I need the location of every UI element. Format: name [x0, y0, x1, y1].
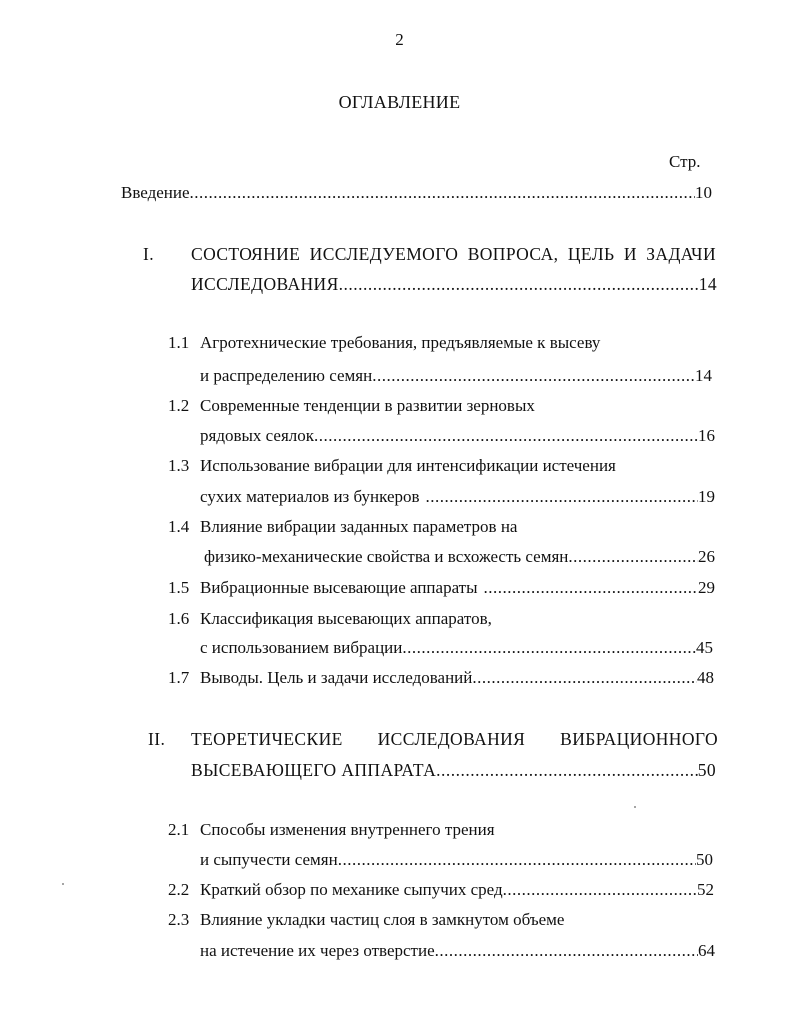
section-number: 1.7	[168, 668, 190, 687]
chapter-title-line1	[191, 244, 716, 265]
section-number: 1.6	[168, 609, 190, 628]
toc-entry-1-2[interactable]	[200, 426, 715, 446]
chapter-title-line2: ВЫСЕВАЮЩЕГО АППАРАТА	[191, 760, 437, 780]
leader-dots	[339, 274, 699, 295]
scan-speck	[62, 883, 64, 885]
leader-dots	[338, 850, 696, 870]
section-title: Вибрационные высевающие аппараты	[200, 578, 478, 597]
section-title: Краткий обзор по механике сыпучих сред	[200, 880, 503, 899]
toc-entry-1-3[interactable]	[200, 487, 715, 507]
scan-speck	[634, 806, 636, 808]
toc-entry-page: 26	[698, 547, 715, 566]
toc-entry-page: 29	[698, 578, 715, 597]
toc-entry-1-4[interactable]	[204, 547, 715, 567]
leader-dots	[190, 183, 695, 203]
toc-entry-page: 48	[697, 668, 714, 687]
section-title-line1: Использование вибрации для интенсификации истечения	[200, 456, 616, 475]
toc-entry-chapter-1[interactable]	[191, 274, 717, 295]
leader-dots	[426, 487, 698, 507]
toc-entry-intro[interactable]	[121, 183, 712, 203]
section-title-line2: и сыпучести семян	[200, 850, 338, 869]
toc-entry-page: 52	[697, 880, 714, 899]
toc-title: ОГЛАВЛЕНИЕ	[338, 92, 461, 112]
chapter-title-word: ИССЛЕДОВАНИЯ	[377, 729, 526, 749]
section-title-line1: Способы изменения внутреннего трения	[200, 820, 495, 839]
leader-dots	[568, 547, 698, 567]
toc-entry-page: 50	[697, 760, 716, 780]
leader-dots	[372, 366, 695, 386]
toc-entry-page: 19	[698, 487, 715, 506]
chapter-title-word: ИССЛЕДУЕМОГО	[309, 244, 459, 264]
section-number: 1.4	[168, 517, 190, 536]
toc-entry-label: Введение	[121, 183, 190, 202]
section-number: 1.3	[168, 456, 190, 475]
toc-entry-2-3[interactable]	[200, 941, 715, 961]
chapter-title-word: ВИБРАЦИОННОГО	[560, 729, 718, 749]
toc-entry-1-7[interactable]	[200, 668, 714, 688]
section-title-line2: сухих материалов из бункеров	[200, 487, 420, 506]
toc-entry-page: 14	[695, 366, 712, 385]
section-number: 2.3	[168, 910, 190, 929]
section-number: 1.1	[168, 333, 190, 352]
chapter-title-line1	[191, 729, 718, 750]
section-title-line1: Современные тенденции в развитии зерновых	[200, 396, 535, 415]
section-title-line2: рядовых сеялок	[200, 426, 315, 445]
chapter-title-word: ВОПРОСА,	[467, 244, 559, 264]
section-title-line2: на истечение их через отверстие	[200, 941, 435, 960]
leader-dots	[484, 578, 698, 598]
section-title-line1: Влияние вибрации заданных параметров на	[200, 517, 518, 536]
toc-entry-page: 64	[698, 941, 715, 960]
chapter-title-word: ЦЕЛЬ	[567, 244, 615, 264]
toc-entry-1-6[interactable]	[200, 638, 713, 658]
leader-dots	[436, 760, 698, 781]
leader-dots	[503, 880, 697, 900]
chapter-title-word: СОСТОЯНИЕ	[191, 244, 301, 264]
toc-entry-page: 16	[698, 426, 715, 445]
section-title-line1: Классификация высевающих аппаратов,	[200, 609, 492, 628]
leader-dots	[435, 941, 698, 961]
toc-entry-1-5[interactable]	[200, 578, 715, 598]
toc-entry-page: 14	[698, 274, 717, 294]
leader-dots	[314, 426, 698, 446]
page-column-header: Стр.	[669, 152, 701, 171]
section-title: Выводы. Цель и задачи исследований	[200, 668, 473, 687]
toc-entry-2-2[interactable]	[200, 880, 714, 900]
section-number: 2.2	[168, 880, 190, 899]
chapter-title-word: И	[623, 244, 637, 264]
chapter-title-line2: ИССЛЕДОВАНИЯ	[191, 274, 339, 294]
section-title-line1: Влияние укладки частиц слоя в замкнутом объеме	[200, 910, 565, 929]
section-title-line2: физико-механические свойства и всхожесть семян	[204, 547, 569, 566]
section-number: 1.2	[168, 396, 190, 415]
section-title-line1: Агротехнические требования, предъявляемые к высеву	[200, 333, 601, 352]
section-title-line2: и распределению семян	[200, 366, 373, 385]
page-number: 2	[395, 30, 404, 49]
toc-entry-chapter-2[interactable]	[191, 760, 716, 781]
chapter-title-word: ТЕОРЕТИЧЕСКИЕ	[191, 729, 343, 749]
toc-entry-2-1[interactable]	[200, 850, 713, 870]
section-number: 2.1	[168, 820, 190, 839]
leader-dots	[402, 638, 696, 658]
toc-entry-1-1[interactable]	[200, 366, 712, 386]
section-number: 1.5	[168, 578, 190, 597]
toc-entry-page: 50	[696, 850, 713, 869]
chapter-number: II.	[148, 729, 166, 749]
leader-dots	[472, 668, 697, 688]
chapter-title-word: ЗАДАЧИ	[646, 244, 716, 264]
section-title-line2: с использованием вибрации	[200, 638, 403, 657]
toc-entry-page: 10	[695, 183, 712, 202]
chapter-number: I.	[143, 244, 155, 264]
toc-entry-page: 45	[696, 638, 713, 657]
